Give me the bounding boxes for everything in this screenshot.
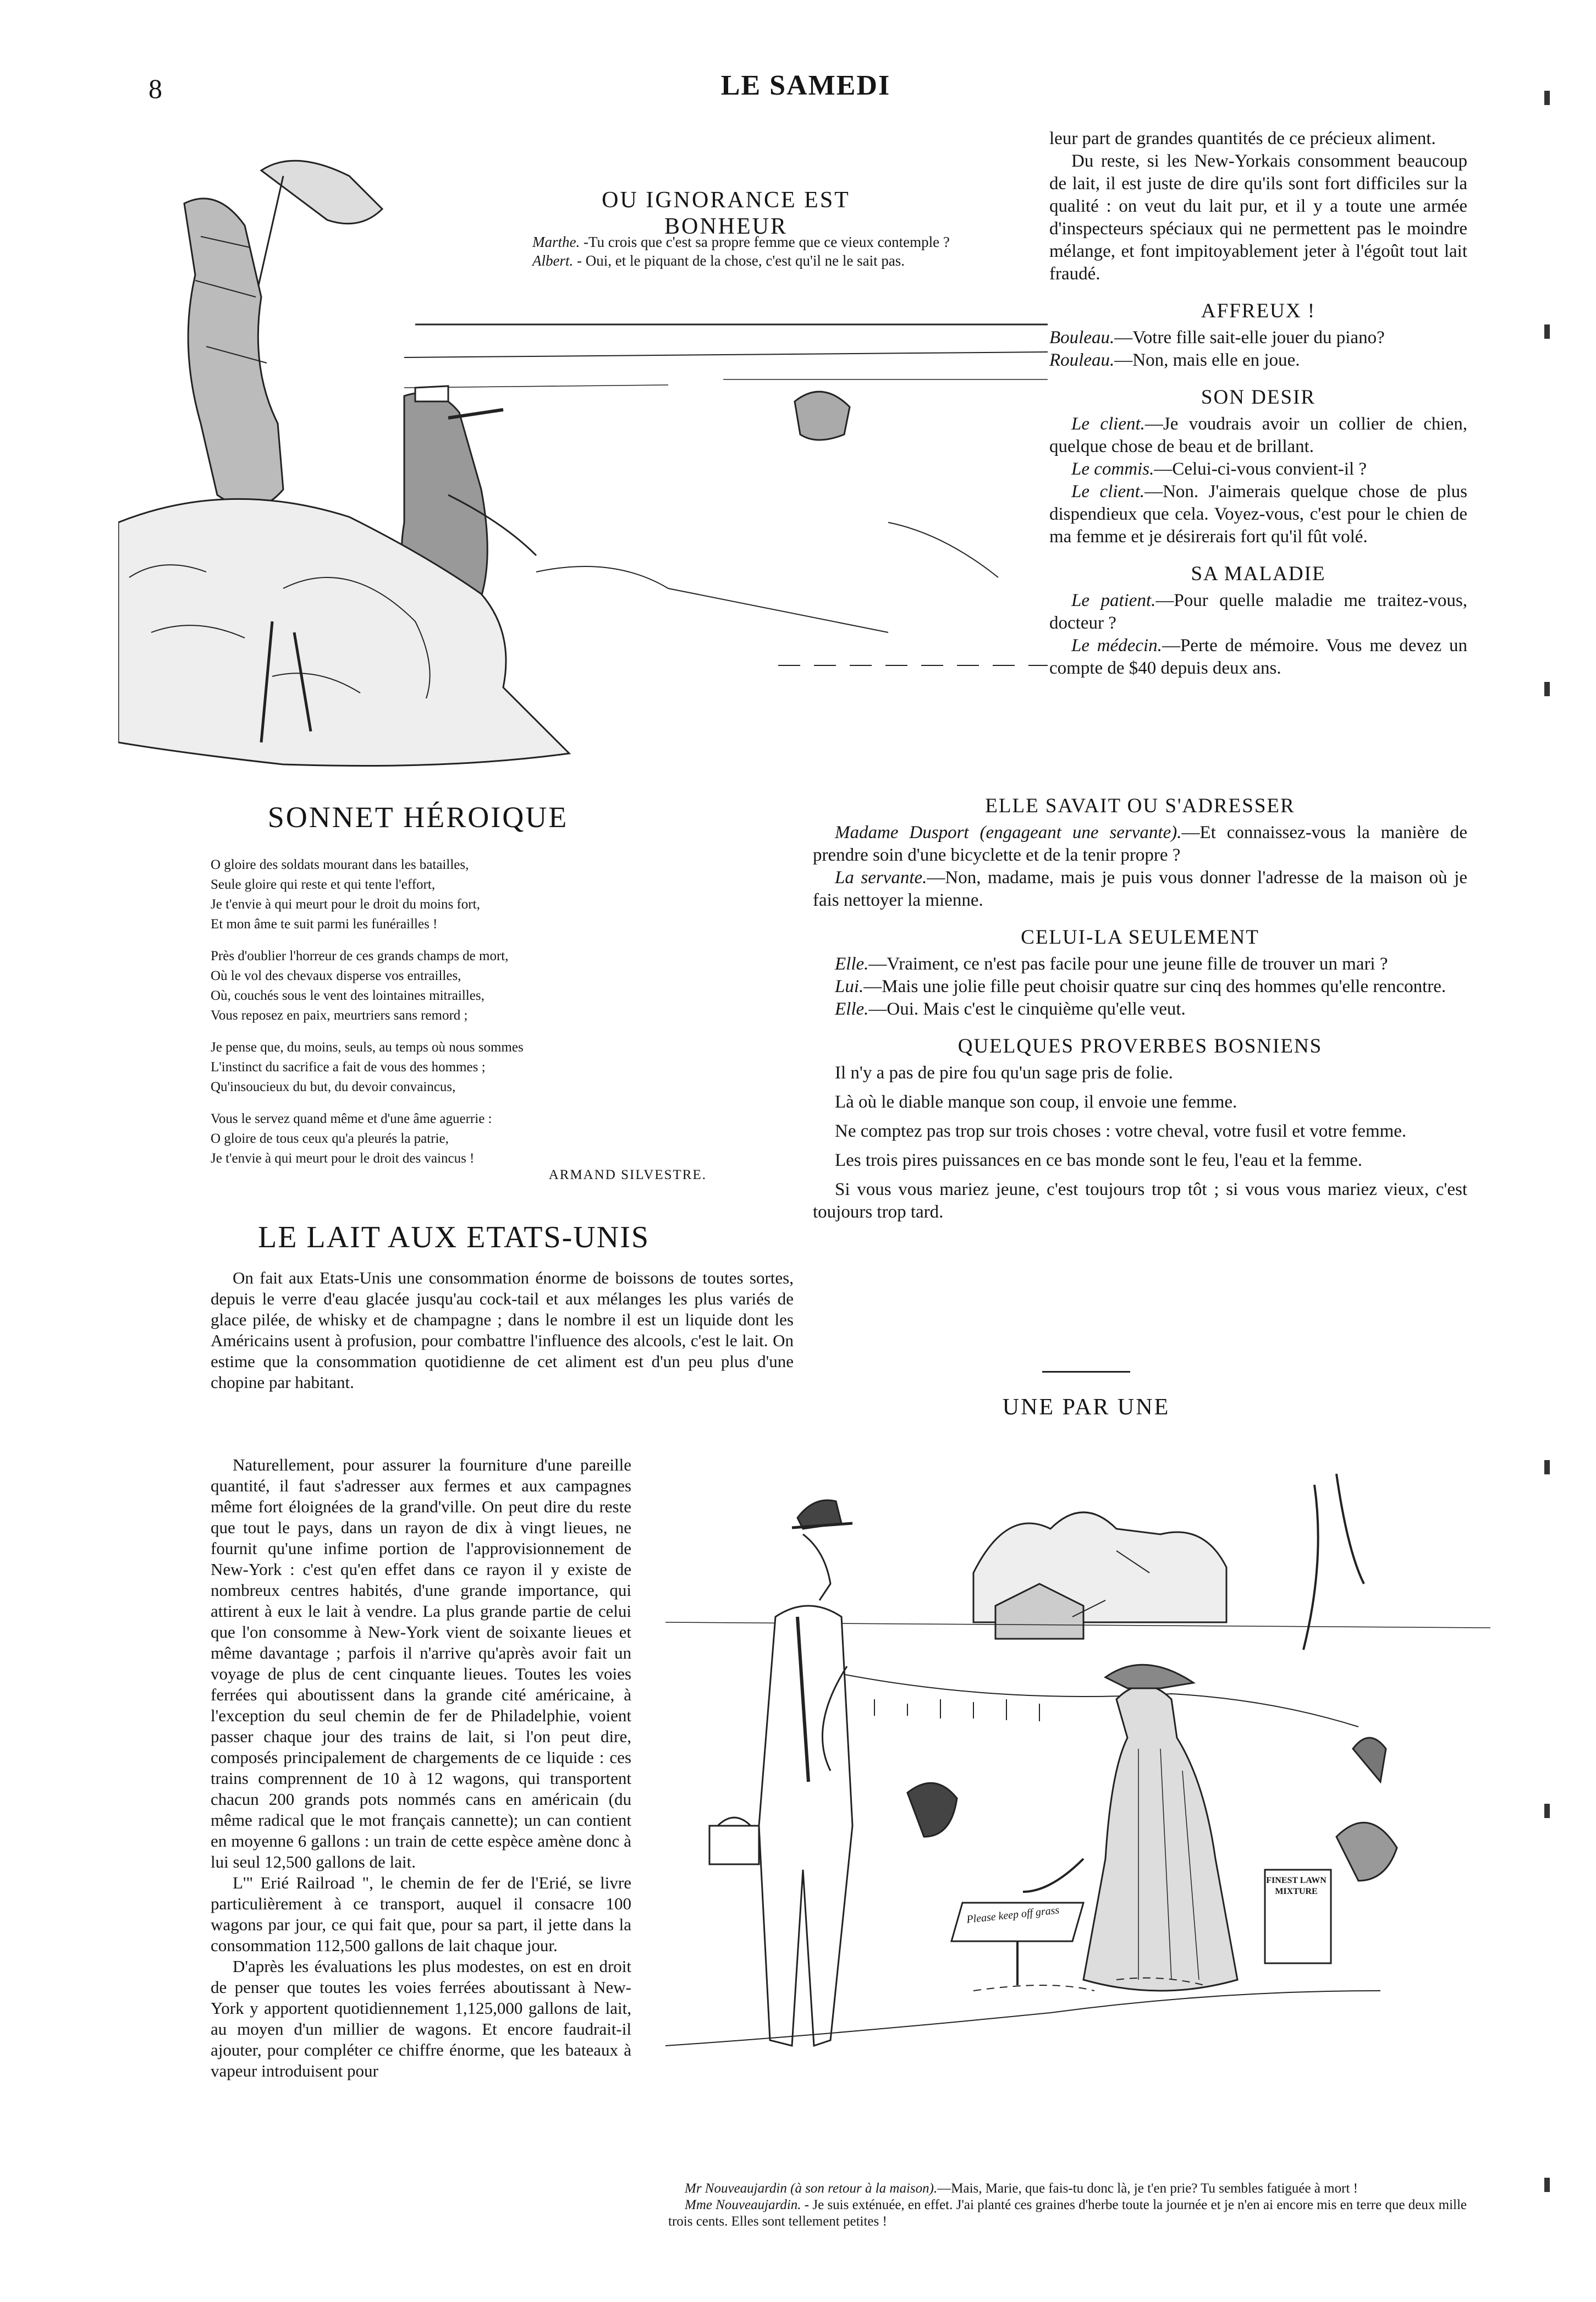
- dialog-text: -Tu crois que c'est sa propre femme que ce vieux contemple ?: [580, 234, 950, 250]
- verse: Et mon âme te suit parmi les funérailles !: [211, 917, 438, 932]
- celui-la-line: [813, 953, 1467, 976]
- adresser-title: ELLE SAVAIT OU S'ADRESSER: [985, 795, 1295, 817]
- verse: Vous reposez en paix, meurtriers sans remord ;: [211, 1008, 468, 1023]
- speaker: Madame Dusport (engageant une servante).: [835, 823, 1182, 842]
- verse: Près d'oublier l'horreur de ces grands champs de mort,: [211, 949, 509, 963]
- dialog-text: —Perte de mémoire. Vous me devez un compte de $40 depuis deux ans.: [1049, 636, 1467, 678]
- page-number: 8: [148, 73, 162, 104]
- sa-maladie-title: SA MALADIE: [1191, 563, 1326, 585]
- speaker: Albert.: [532, 252, 574, 269]
- celui-la-line: [813, 998, 1467, 1021]
- dialog-text: —Vraiment, ce n'est pas facile pour une jeune fille de trouver un mari ?: [868, 954, 1388, 974]
- dialog-line: [532, 233, 983, 251]
- bottom-cartoon-illustration: [665, 1441, 1512, 2172]
- proverbe: Ne comptez pas trop sur trois choses : votre cheval, votre fusil et votre femme.: [835, 1121, 1407, 1141]
- verse: Où, couchés sous le vent des lointaines mitrailles,: [211, 988, 485, 1003]
- section-divider: [1042, 1371, 1130, 1373]
- affreux-line: [1049, 349, 1467, 372]
- verse: Je pense que, du moins, seuls, au temps où nous sommes: [211, 1040, 524, 1055]
- proverbe: Si vous vous mariez jeune, c'est toujours trop tôt ; si vous vous mariez vieux, c'est toujours trop tard.: [813, 1180, 1467, 1222]
- dialog-text: - Je suis exténuée, en effet. J'ai planté ces graines d'herbe toute la journée et je n'en ai encore mis en terre que deux mille trois cents. Elles sont tellement petites !: [668, 2198, 1467, 2229]
- bottom-cartoon-caption: [668, 2180, 1479, 2230]
- bottom-cartoon-title: UNE PAR UNE: [1002, 1395, 1170, 1420]
- sonnet-title: SONNET HÉROIQUE: [267, 801, 569, 834]
- top-cartoon-title: OU IGNORANCE EST BONHEUR: [602, 188, 850, 239]
- lait-paragraph: Naturellement, pour assurer la fourniture d'une pareille quantité, il faut s'adresser aux fermes et aux campagnes même fort éloignées de la grand'ville. On peut dire du reste que tout le pays, dans un rayon de dix à vingt lieues, ne fournit qu'une infime portion de l'approvisionnement de New-York : c'est qu'en effet dans ce rayon il y existe de nombreux centres habités, d'une grande importance, qui attirent à eux le lait à vendre. La plus grande partie de celui que l'on consomme à New-York vient de soixante lieues et même davantage ; parfois il n'arrive qu'après avoir fait un voyage de plus de cent cinquante lieues. Toutes les voies ferrées qui aboutissent dans la grande cité américaine, à l'exception du seul chemin de fer de Philadelphie, voient passer chaque jour des trains de lait, si l'on peut dire, composés principalement de chargements de ce liquide : ces trains comprennent de 10 à 12 wagons, qui transportent chacun 200 grands pots nommés cans en américain (du même radical que le mot français cannette); un can contient en moyenne 6 gallons : un train de cette espèce amène donc à lui seul 12,500 gallons de lait.: [211, 1455, 631, 1871]
- dialog-text: —Votre fille sait-elle jouer du piano?: [1114, 328, 1385, 348]
- lait-column: [211, 1455, 631, 2081]
- dialog-text: —Non, madame, mais je puis vous donner l'adresse de la maison où je fais nettoyer la mienne.: [813, 868, 1467, 910]
- speaker: La servante.: [835, 868, 927, 888]
- right-top-column: [1049, 128, 1467, 680]
- speaker: Lui.: [835, 977, 864, 996]
- dialog-text: —Je voudrais avoir un collier de chien, quelque chose de beau et de brillant.: [1049, 414, 1467, 456]
- verse: L'instinct du sacrifice a fait de vous des hommes ;: [211, 1060, 486, 1075]
- sonnet-stanza: [211, 1109, 750, 1169]
- verse: Seule gloire qui reste et qui tente l'effort,: [211, 877, 436, 892]
- dialog-line: [532, 251, 983, 270]
- lait-continued-1: leur part de grandes quantités de ce précieux aliment.: [1049, 129, 1436, 148]
- adresser-line: [813, 822, 1467, 867]
- proverbe: Là où le diable manque son coup, il envoie une femme.: [835, 1092, 1237, 1112]
- verse: Je t'envie à qui meurt pour le droit du moins fort,: [211, 897, 480, 912]
- margin-mark: [1544, 2178, 1550, 2192]
- right-mid-column: [813, 795, 1467, 1224]
- speaker: Le commis.: [1071, 459, 1154, 479]
- speaker: Le client.: [1071, 414, 1145, 434]
- verse: Où le vol des chevaux disperse vos entrailles,: [211, 968, 461, 983]
- verse: Vous le servez quand même et d'une âme aguerrie :: [211, 1111, 492, 1126]
- dialog-text: —Pour quelle maladie me traitez-vous, docteur ?: [1049, 591, 1467, 633]
- proverbe: Les trois pires puissances en ce bas monde sont le feu, l'eau et la femme.: [835, 1150, 1362, 1170]
- sa-maladie-line: [1049, 590, 1467, 635]
- top-cartoon-dialog: [532, 233, 983, 270]
- verse: O gloire des soldats mourant dans les batailles,: [211, 857, 469, 872]
- affreux-title: AFFREUX !: [1201, 300, 1316, 322]
- dialog-text: —Mais, Marie, que fais-tu donc là, je t'en prie? Tu sembles fatiguée à mort !: [937, 2181, 1358, 2196]
- dialog-text: —Non. J'aimerais quelque chose de plus dispendieux que cela. Voyez-vous, c'est pour le chien de ma femme et je désirerais fort qu'il fût volé.: [1049, 482, 1467, 547]
- lait-paragraph: D'après les évaluations les plus modestes, on est en droit de penser que toutes les voies ferrées aboutissant à New-York y apportent quotidiennement 1,125,000 gallons de lait, au moyen d'un millier de wagons. Et encore faudrait-il ajouter, pour compléter ce chiffre énorme, que les bateaux à vapeur introduisent pour: [211, 1957, 631, 2080]
- masthead: LE SAMEDI: [720, 70, 891, 101]
- celui-la-title: CELUI-LA SEULEMENT: [1021, 926, 1259, 949]
- speaker: Mr Nouveaujardin (à son retour à la maison).: [685, 2181, 938, 2196]
- proverbes-title: QUELQUES PROVERBES BOSNIENS: [957, 1035, 1323, 1058]
- verse: O gloire de tous ceux qu'a pleurés la patrie,: [211, 1131, 449, 1146]
- celui-la-line: [813, 976, 1467, 998]
- caption-line: [668, 2197, 1479, 2230]
- speaker: Le médecin.: [1071, 636, 1162, 656]
- speaker: Elle.: [835, 954, 869, 974]
- speaker: Elle.: [835, 999, 869, 1019]
- speaker: Bouleau.: [1049, 328, 1115, 348]
- adresser-line: [813, 867, 1467, 912]
- margin-mark: [1544, 1460, 1550, 1474]
- margin-mark: [1544, 324, 1550, 339]
- margin-mark: [1544, 682, 1550, 696]
- sa-maladie-line: [1049, 635, 1467, 680]
- dialog-text: - Oui, et le piquant de la chose, c'est qu'il ne le sait pas.: [573, 252, 905, 269]
- margin-mark: [1544, 91, 1550, 105]
- lait-intro: [211, 1268, 794, 1393]
- speaker: Marthe.: [532, 234, 580, 250]
- verse: Je t'envie à qui meurt pour le droit des vaincus !: [211, 1151, 475, 1166]
- margin-mark: [1544, 1804, 1550, 1818]
- lait-title: LE LAIT AUX ETATS-UNIS: [258, 1220, 650, 1254]
- son-desir-line: [1049, 458, 1467, 481]
- verse: Qu'insoucieux du but, du devoir convaincus,: [211, 1080, 456, 1094]
- sonnet-body: [211, 855, 750, 1181]
- lait-intro-text: On fait aux Etats-Unis une consommation énorme de boissons de toutes sortes, depuis le verre d'eau glacée jusqu'au cock-tail et aux mélanges les plus variés de glace pilée, de whisky et de champagne ; dans le nombre il est un liquide dont les Américains usent à profusion, pour combattre l'influence des alcools, c'est le lait. On estime que la consommation quotidienne de cet aliment est d'un peu plus d'une chopine par habitant.: [211, 1268, 794, 1392]
- lait-continued-2: Du reste, si les New-Yorkais consomment beaucoup de lait, il est juste de dire qu'ils sont fort difficiles sur la qualité : on veut du lait pur, et il y a toute une armée d'inspecteurs spéciaux qui ne permettent pas le moindre mélange, et font impitoyablement jeter à l'égoût tout lait fraudé.: [1049, 151, 1467, 284]
- son-desir-title: SON DESIR: [1201, 386, 1316, 409]
- affreux-line: [1049, 327, 1467, 349]
- lait-paragraph: L'" Erié Railroad ", le chemin de fer de l'Erié, se livre particulièrement à ce transport, auquel il consacre 100 wagons par jour, ce qui fait que, pour sa part, il jette dans la consommation 112,500 gallons de lait chaque jour.: [211, 1873, 631, 1955]
- speaker: Mme Nouveaujardin.: [685, 2198, 801, 2212]
- dialog-text: —Celui-ci-vous convient-il ?: [1154, 459, 1367, 479]
- speaker: Le client.: [1071, 482, 1145, 502]
- sonnet-stanza: [211, 855, 750, 934]
- dialog-text: —Mais une jolie fille peut choisir quatre sur cinq des hommes qu'elle rencontre.: [863, 977, 1446, 996]
- dialog-text: —Et connaissez-vous la manière de prendre soin d'une bicyclette et de la tenir propre ?: [813, 823, 1467, 865]
- proverbe: Il n'y a pas de pire fou qu'un sage pris de folie.: [835, 1063, 1173, 1083]
- speaker: Rouleau.: [1049, 350, 1115, 370]
- son-desir-line: [1049, 481, 1467, 548]
- son-desir-line: [1049, 413, 1467, 458]
- caption-line: [668, 2180, 1479, 2197]
- seed-bag-label: FINEST LAWN MIXTURE: [1266, 1876, 1327, 1896]
- sonnet-stanza: [211, 946, 750, 1026]
- keep-off-sign-text: Please keep off grass: [966, 1904, 1060, 1926]
- speaker: Le patient.: [1071, 591, 1156, 610]
- dialog-text: —Oui. Mais c'est le cinquième qu'elle veut.: [868, 999, 1186, 1019]
- sonnet-stanza: [211, 1038, 750, 1097]
- sonnet-author: ARMAND SILVESTRE.: [548, 1167, 707, 1182]
- dialog-text: —Non, mais elle en joue.: [1114, 350, 1300, 370]
